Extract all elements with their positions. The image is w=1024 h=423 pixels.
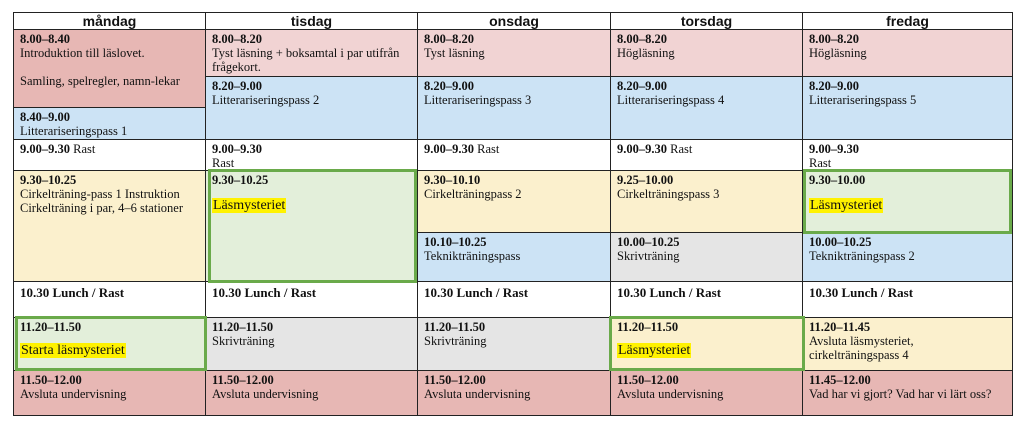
mon-circuit-cell [13, 170, 206, 282]
tue-mystery-time: 9.30–10.25 [212, 173, 269, 187]
thu-circuit-cell [610, 170, 803, 233]
wed-reading-time: 8.00–8.20 [424, 32, 474, 46]
thu-lunch-cell [610, 281, 803, 318]
mon-mystery-cell [13, 317, 206, 371]
mon-lunch-cell [13, 281, 206, 318]
wed-circuit-time: 9.30–10.10 [424, 173, 481, 187]
fri-mystery-time: 9.30–10.00 [809, 173, 866, 187]
thu-literary-time: 8.20–9.00 [617, 79, 667, 93]
wed-circuit-text: Cirkelträningpass 2 [424, 187, 522, 201]
wed-end-cell [417, 370, 611, 416]
fri-readaloud-text: Högläsning [809, 46, 867, 60]
mon-literary-text: Litterariseringspass 1 [20, 124, 128, 138]
mon-mystery-time: 11.20–11.50 [20, 320, 82, 334]
wed-literary-cell [417, 76, 611, 140]
thu-end-cell [610, 370, 803, 416]
thu-literary-cell [610, 76, 803, 140]
tue-end-text: Avsluta undervisning [212, 387, 319, 401]
wed-end-text: Avsluta undervisning [424, 387, 531, 401]
wed-end-time: 11.50–12.00 [424, 373, 486, 387]
fri-mystery-cell [802, 170, 1013, 233]
schedule-table [13, 12, 1013, 416]
wed-writing-text: Skrivträning [424, 334, 487, 348]
thu-mystery-time: 11.20–11.50 [617, 320, 679, 334]
tue-writing-text: Skrivträning [212, 334, 275, 348]
fri-rast-text: Rast [809, 156, 832, 170]
fri-finish-mystery-text: Avsluta läsmysteriet, cirkelträningspass 4 [809, 334, 914, 362]
fri-readaloud-cell [802, 29, 1013, 77]
fri-tech-time: 10.00–10.25 [809, 235, 872, 249]
tue-reading-cell [205, 29, 418, 77]
mon-circuit-text: Cirkelträning-pass 1 Instruktion Cirkelträning i par, 4–6 stationer [20, 187, 184, 215]
tue-writing-cell [205, 317, 418, 371]
fri-reflect-cell [802, 370, 1013, 416]
tue-mystery-text: Läsmysteriet [213, 198, 286, 213]
tue-rast-text: Rast [212, 156, 235, 170]
mon-intro-text: Introduktion till läslovet. [20, 46, 145, 60]
mon-rast-time: 9.00–9.30 [20, 142, 70, 156]
thu-rast-time: 9.00–9.30 [617, 142, 667, 156]
fri-mystery-text: Läsmysteriet [810, 198, 883, 213]
thu-writing-time: 10.00–10.25 [617, 235, 680, 249]
wed-literary-time: 8.20–9.00 [424, 79, 474, 93]
thu-circuit-time: 9.25–10.00 [617, 173, 674, 187]
fri-lunch-text: 10.30 Lunch / Rast [809, 285, 914, 300]
fri-tech-text: Teknikträningspass 2 [809, 249, 915, 263]
wed-lunch-text: 10.30 Lunch / Rast [424, 285, 529, 300]
tue-rast-time: 9.00–9.30 [212, 142, 262, 156]
thu-rast-cell [610, 139, 803, 171]
thu-rast-text: Rast [670, 142, 693, 156]
thu-readaloud-text: Högläsning [617, 46, 675, 60]
wed-rast-time: 9.00–9.30 [424, 142, 474, 156]
fri-reflect-text: Vad har vi gjort? Vad har vi lärt oss? [809, 387, 992, 401]
wed-tech-text: Teknikträningspass [424, 249, 521, 263]
thu-literary-text: Litterariseringspass 4 [617, 93, 725, 107]
thu-readaloud-cell [610, 29, 803, 77]
tue-literary-text: Litterariseringspass 2 [212, 93, 320, 107]
tue-writing-time: 11.20–11.50 [212, 320, 274, 334]
mon-circuit-time: 9.30–10.25 [20, 173, 77, 187]
fri-literary-text: Litterariseringspass 5 [809, 93, 917, 107]
tue-lunch-text: 10.30 Lunch / Rast [212, 285, 317, 300]
tue-reading-time: 8.00–8.20 [212, 32, 262, 46]
mon-rast-cell [13, 139, 206, 171]
tue-end-time: 11.50–12.00 [212, 373, 274, 387]
mon-gathering-text: Samling, spelregler, namn-lekar [20, 74, 180, 88]
tue-rast-cell [205, 139, 418, 171]
wed-literary-text: Litterariseringspass 3 [424, 93, 532, 107]
header-wednesday: onsdag [417, 12, 611, 30]
tue-lunch-cell [205, 281, 418, 318]
mon-literary-cell [13, 107, 206, 140]
fri-reflect-time: 11.45–12.00 [809, 373, 871, 387]
fri-literary-time: 8.20–9.00 [809, 79, 859, 93]
mon-mystery-text: Starta läsmysteriet [21, 343, 125, 358]
fri-readaloud-time: 8.00–8.20 [809, 32, 859, 46]
fri-rast-cell [802, 139, 1013, 171]
mon-intro-cell [13, 29, 206, 108]
fri-literary-cell [802, 76, 1013, 140]
mon-end-text: Avsluta undervisning [20, 387, 127, 401]
mon-end-cell [13, 370, 206, 416]
wed-writing-cell [417, 317, 611, 371]
thu-lunch-text: 10.30 Lunch / Rast [617, 285, 722, 300]
tue-end-cell [205, 370, 418, 416]
header-friday: fredag [802, 12, 1013, 30]
thu-mystery-text: Läsmysteriet [618, 343, 691, 358]
fri-lunch-cell [802, 281, 1013, 318]
thu-end-text: Avsluta undervisning [617, 387, 724, 401]
wed-reading-text: Tyst läsning [424, 46, 485, 60]
thu-circuit-text: Cirkelträningspass 3 [617, 187, 720, 201]
thu-mystery-cell [610, 317, 803, 371]
mon-literary-time: 8.40–9.00 [20, 110, 70, 124]
tue-mystery-cell [205, 170, 418, 282]
fri-tech-cell [802, 232, 1013, 282]
thu-writing-text: Skrivträning [617, 249, 680, 263]
mon-rast-text: Rast [73, 142, 96, 156]
header-monday: måndag [13, 12, 206, 30]
tue-literary-time: 8.20–9.00 [212, 79, 262, 93]
mon-intro-time: 8.00–8.40 [20, 32, 70, 46]
tue-literary-cell [205, 76, 418, 140]
thu-end-time: 11.50–12.00 [617, 373, 679, 387]
mon-end-time: 11.50–12.00 [20, 373, 82, 387]
thu-writing-cell [610, 232, 803, 282]
header-thursday: torsdag [610, 12, 803, 30]
fri-rast-time: 9.00–9.30 [809, 142, 859, 156]
wed-circuit-cell [417, 170, 611, 233]
mon-lunch-text: 10.30 Lunch / Rast [20, 285, 125, 300]
wed-rast-cell [417, 139, 611, 171]
thu-readaloud-time: 8.00–8.20 [617, 32, 667, 46]
wed-tech-time: 10.10–10.25 [424, 235, 487, 249]
tue-reading-text: Tyst läsning + boksamtal i par utifrån frågekort. [212, 46, 400, 74]
fri-finish-mystery-time: 11.20–11.45 [809, 320, 871, 334]
fri-finish-mystery-cell [802, 317, 1013, 371]
wed-lunch-cell [417, 281, 611, 318]
wed-writing-time: 11.20–11.50 [424, 320, 486, 334]
header-tuesday: tisdag [205, 12, 418, 30]
wed-reading-cell [417, 29, 611, 77]
wed-rast-text: Rast [477, 142, 500, 156]
wed-tech-cell [417, 232, 611, 282]
